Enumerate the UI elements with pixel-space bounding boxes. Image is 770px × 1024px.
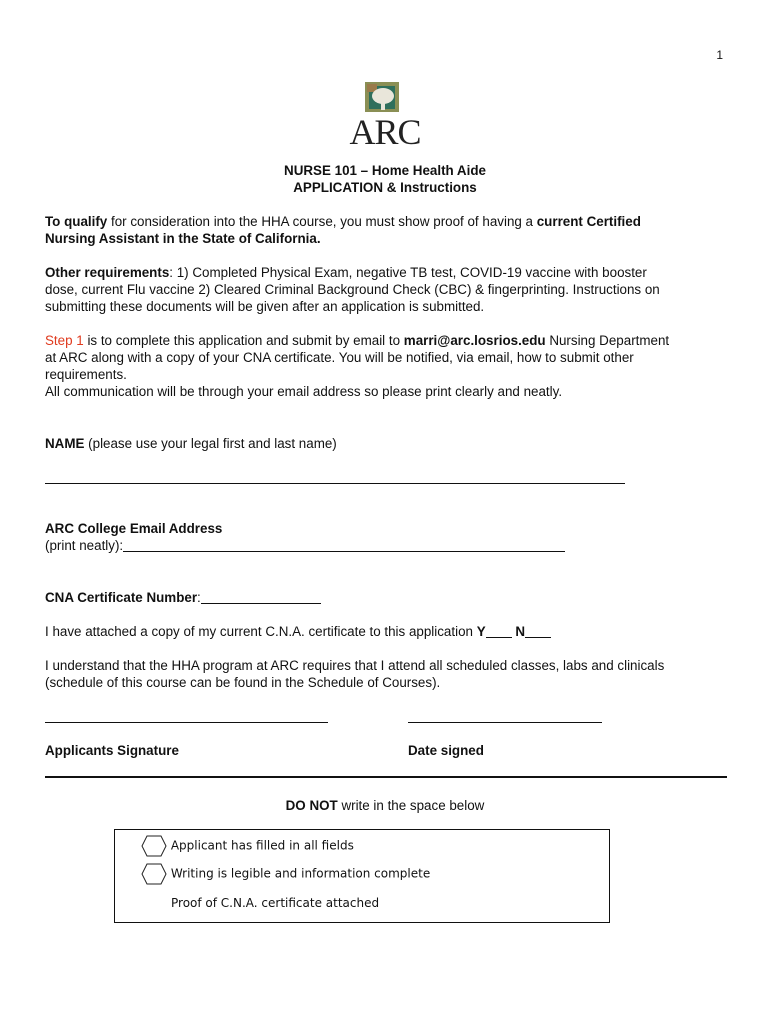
step-line-2: at ARC along with a copy of your CNA certificate. You will be notified, via email, how to submit other bbox=[45, 350, 634, 365]
other-line-1: : 1) Completed Physical Exam, negative TB test, COVID-19 vaccine with booster bbox=[169, 265, 647, 280]
no-input-line[interactable] bbox=[525, 624, 551, 638]
checklist-item-label: Applicant has filled in all fields bbox=[170, 838, 354, 853]
checklist-item bbox=[141, 835, 354, 857]
office-use-box bbox=[114, 829, 610, 923]
qualify-paragraph bbox=[45, 213, 735, 247]
name-input-line[interactable] bbox=[45, 483, 625, 484]
attached-row bbox=[45, 623, 735, 640]
attached-text: I have attached a copy of my current C.N.A. certificate to this application bbox=[45, 624, 477, 639]
email-hint: (print neatly): bbox=[45, 538, 124, 553]
other-line-3: submitting these documents will be given after an application is submitted. bbox=[45, 299, 485, 314]
no-label: N bbox=[515, 624, 526, 639]
step-line-4: All communication will be through your email address so please print clearly and neatly. bbox=[45, 384, 563, 399]
title-line-1: NURSE 101 – Home Health Aide bbox=[284, 163, 486, 178]
name-label-row bbox=[45, 435, 735, 452]
step-line-1a: is to complete this application and submit by email to bbox=[83, 333, 404, 348]
office-use-heading bbox=[0, 797, 770, 814]
checklist-item bbox=[141, 863, 430, 885]
page-number: 1 bbox=[716, 48, 723, 62]
title-line-2: APPLICATION & Instructions bbox=[293, 180, 477, 195]
other-requirements-paragraph bbox=[45, 264, 735, 315]
email-label: ARC College Email Address bbox=[45, 521, 223, 536]
step-line-3: requirements. bbox=[45, 367, 127, 382]
date-label: Date signed bbox=[408, 743, 484, 758]
qualify-lead: To qualify bbox=[45, 214, 108, 229]
qualify-bold-2: Nursing Assistant in the State of California. bbox=[45, 231, 321, 246]
step-lead: Step 1 bbox=[45, 333, 84, 348]
logo-text: ARC bbox=[349, 112, 421, 150]
understand-line-2: (schedule of this course can be found in the Schedule of Courses). bbox=[45, 675, 441, 690]
date-input-line[interactable] bbox=[408, 722, 602, 723]
section-divider bbox=[45, 776, 727, 778]
checklist-item bbox=[171, 896, 379, 910]
hexagon-checkbox-icon[interactable] bbox=[141, 835, 167, 857]
email-input-line[interactable] bbox=[123, 538, 565, 552]
cna-field-row bbox=[45, 589, 735, 606]
understand-line-1: I understand that the HHA program at ARC requires that I attend all scheduled classes, labs and clinicals bbox=[45, 658, 665, 673]
step-line-1b: Nursing Department bbox=[545, 333, 670, 348]
hexagon-checkbox-icon[interactable] bbox=[141, 863, 167, 885]
name-hint: (please use your legal first and last name) bbox=[84, 436, 337, 451]
page-title bbox=[0, 162, 770, 196]
other-lead: Other requirements bbox=[45, 265, 170, 280]
checklist-item-label: Proof of C.N.A. certificate attached bbox=[171, 896, 380, 910]
email-field-row bbox=[45, 520, 735, 554]
office-lead: DO NOT bbox=[285, 798, 338, 813]
name-label: NAME bbox=[45, 436, 85, 451]
contact-email-link[interactable]: marri@arc.losrios.edu bbox=[403, 333, 546, 348]
signature-label: Applicants Signature bbox=[45, 743, 179, 758]
yes-input-line[interactable] bbox=[486, 624, 512, 638]
other-line-2: dose, current Flu vaccine 2) Cleared Criminal Background Check (CBC) & fingerprinting. Instructions on bbox=[45, 282, 660, 297]
yes-label: Y bbox=[476, 624, 486, 639]
arc-logo bbox=[345, 80, 425, 150]
understand-paragraph bbox=[45, 657, 735, 691]
cna-label: CNA Certificate Number bbox=[45, 590, 198, 605]
signature-input-line[interactable] bbox=[45, 722, 328, 723]
qualify-text: for consideration into the HHA course, you must show proof of having a bbox=[107, 214, 537, 229]
checklist-item-label: Writing is legible and information complete bbox=[170, 866, 431, 881]
cna-colon: : bbox=[197, 590, 201, 605]
cna-number-input-line[interactable] bbox=[201, 590, 321, 604]
office-text: write in the space below bbox=[337, 798, 485, 813]
qualify-bold-1: current Certified bbox=[536, 214, 641, 229]
step-paragraph bbox=[45, 332, 735, 400]
